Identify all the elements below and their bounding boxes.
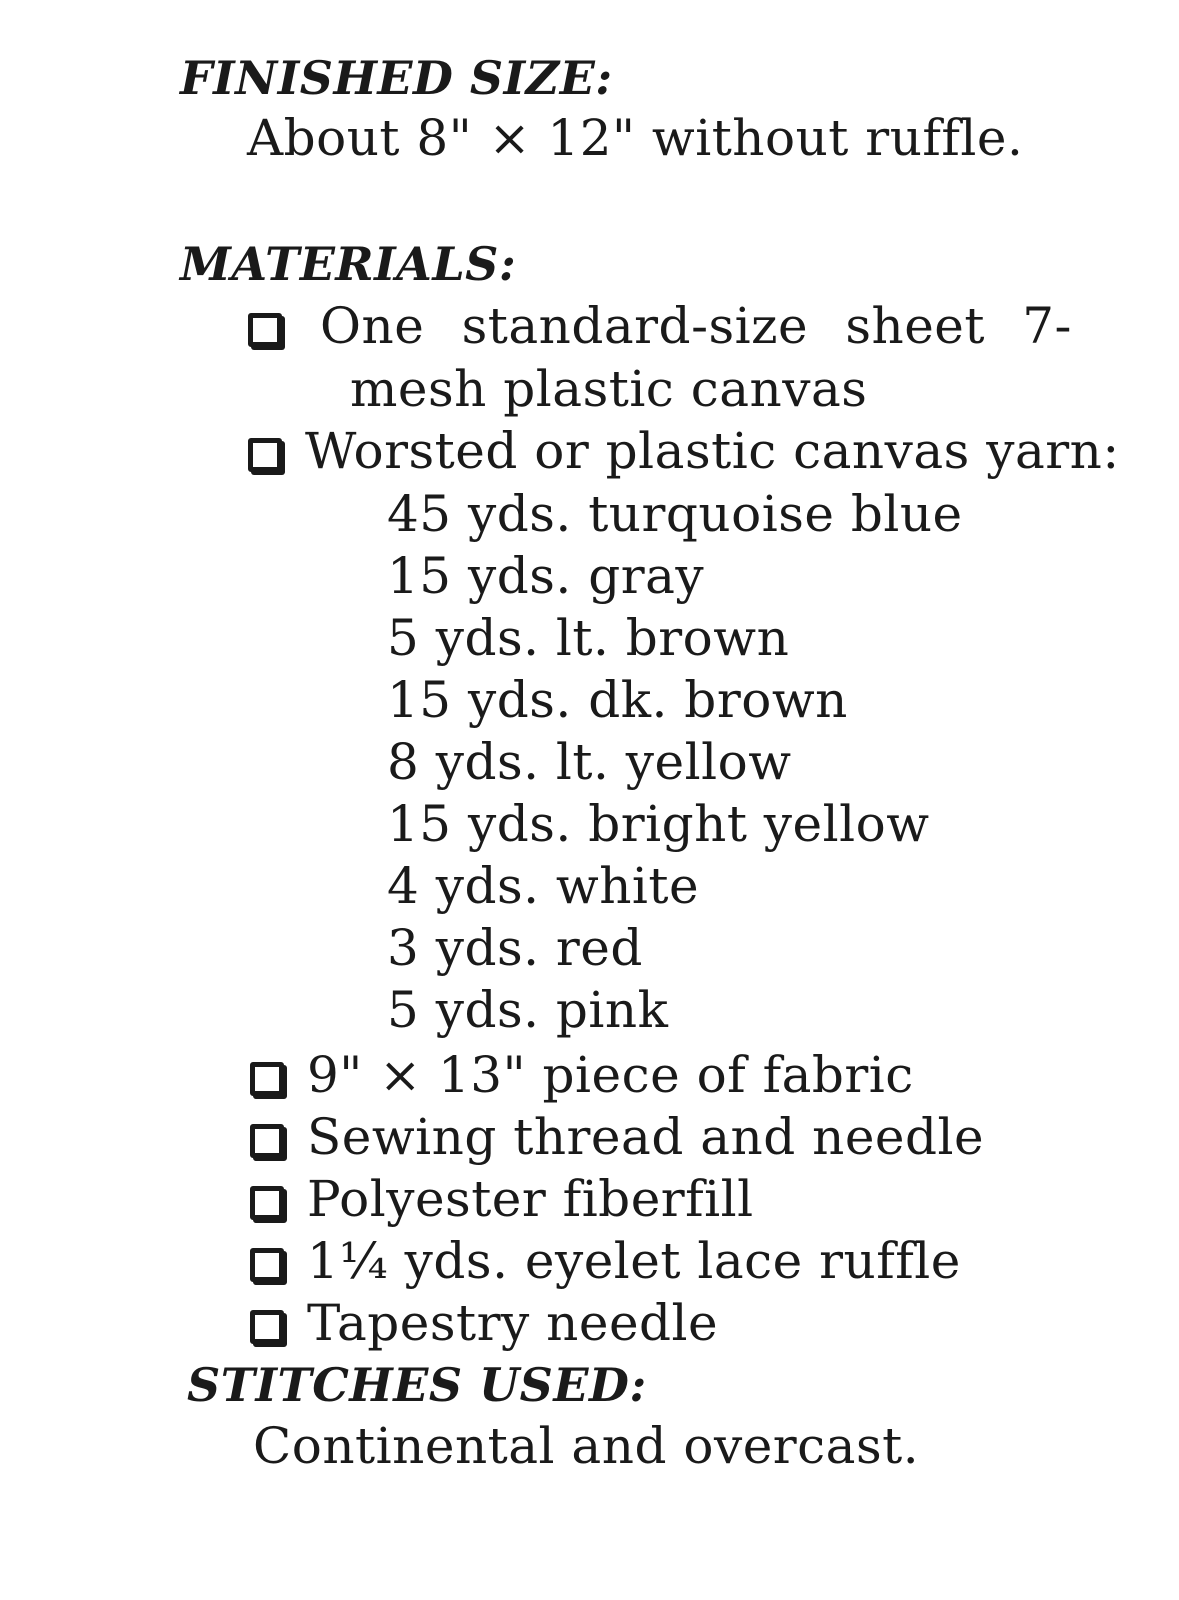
material-item: 1¼ yds. eyelet lace ruffle [307,1232,961,1290]
canvas-word: standard-size [461,297,809,355]
canvas-word: 7- [1022,297,1072,355]
material-item: Tapestry needle [307,1294,719,1352]
canvas-checkbox-icon[interactable] [248,313,282,347]
fiberfill-checkbox-icon[interactable] [250,1186,284,1220]
tapestry-needle-checkbox-icon[interactable] [250,1310,284,1344]
yarn-item: 5 yds. lt. brown [387,609,790,667]
yarn-item: 45 yds. turquoise blue [387,485,963,543]
yarn-item: 15 yds. dk. brown [387,671,848,729]
canvas-word: One [320,297,425,355]
yarn-item: 4 yds. white [387,857,700,915]
ruffle-checkbox-icon[interactable] [250,1248,284,1282]
materials-heading: MATERIALS: [180,237,517,291]
yarn-item: 15 yds. bright yellow [387,795,930,853]
yarn-item: 15 yds. gray [387,547,705,605]
stitches-heading: STITCHES USED: [187,1358,647,1412]
yarn-checkbox-icon[interactable] [248,438,282,472]
material-item: Polyester fiberfill [307,1170,754,1228]
canvas-item [320,295,1072,357]
canvas-word: sheet [845,297,985,355]
canvas-item-continuation: mesh plastic canvas [350,360,868,418]
material-item: Sewing thread and needle [307,1108,985,1166]
yarn-item: 3 yds. red [387,919,643,977]
yarn-item: 5 yds. pink [387,981,669,1039]
finished-size-heading: FINISHED SIZE: [180,51,613,105]
material-item: 9" × 13" piece of fabric [307,1046,914,1104]
thread-checkbox-icon[interactable] [250,1124,284,1158]
fabric-checkbox-icon[interactable] [250,1062,284,1096]
yarn-item: 8 yds. lt. yellow [387,733,792,791]
yarn-heading: Worsted or plastic canvas yarn: [305,422,1120,480]
stitches-text: Continental and overcast. [253,1417,920,1475]
finished-size-text: About 8" × 12" without ruffle. [247,109,1024,167]
